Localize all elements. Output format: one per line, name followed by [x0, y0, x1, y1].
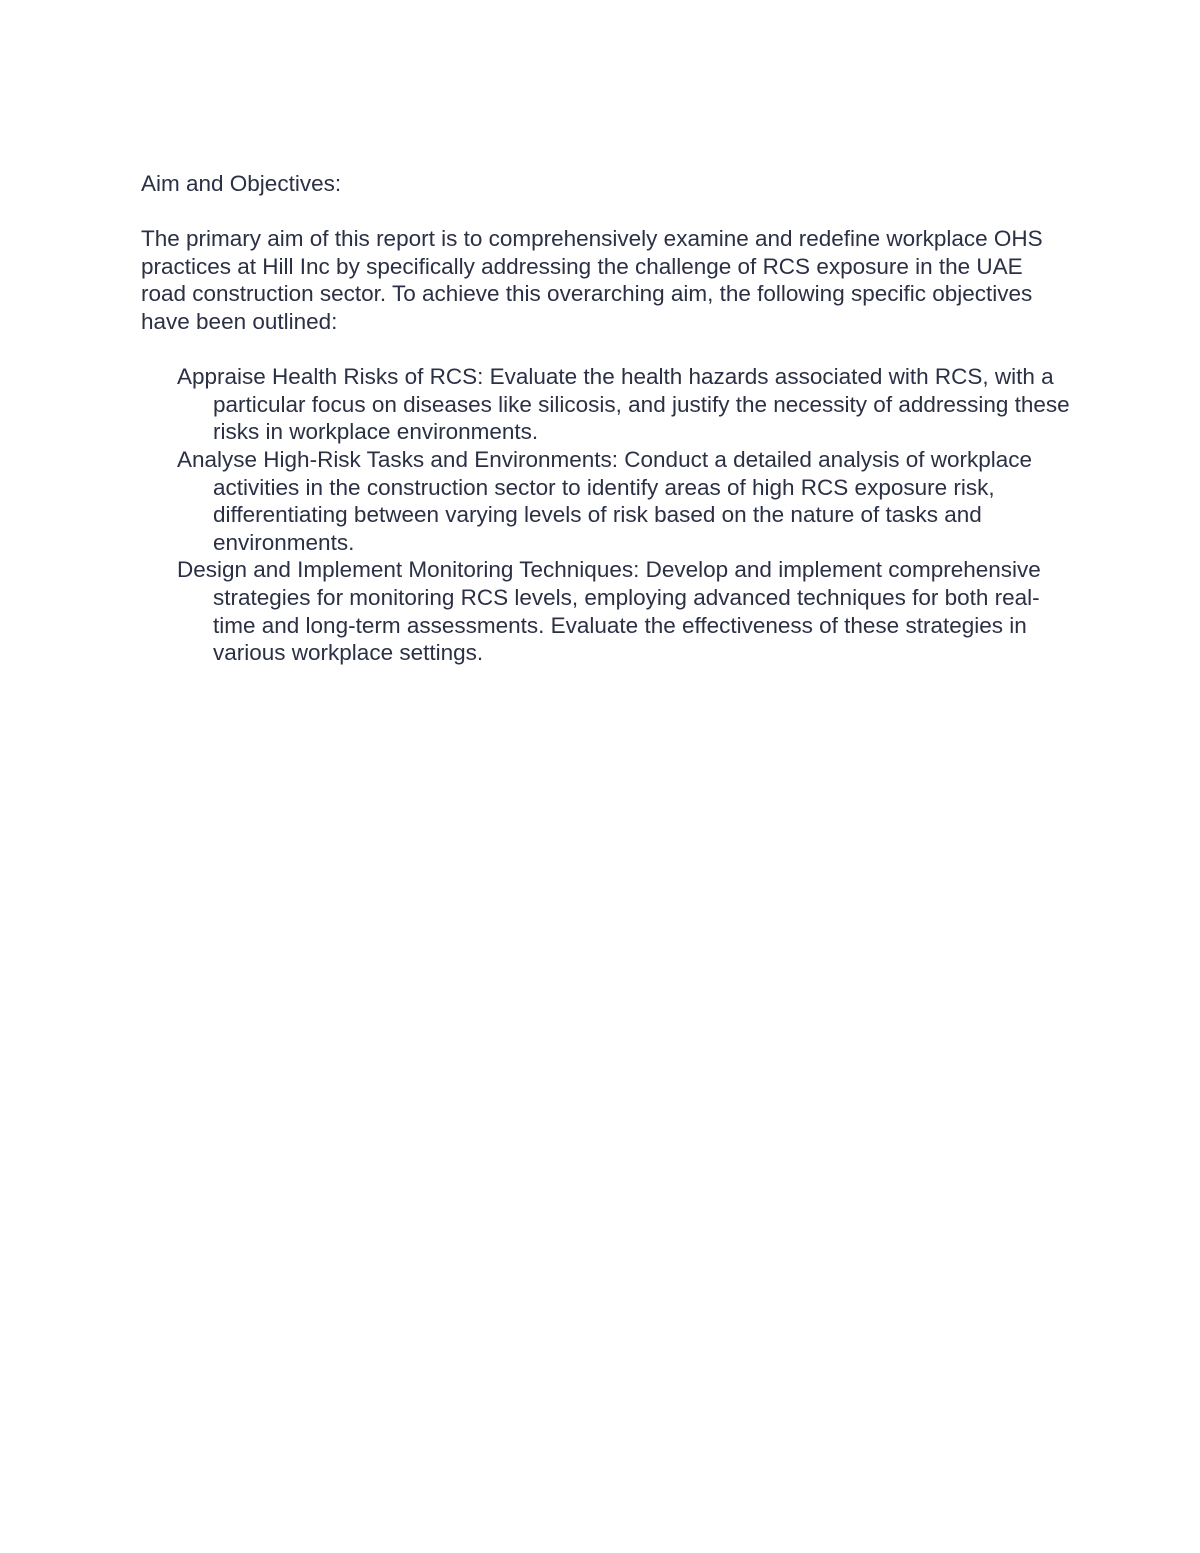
- objectives-list: [141, 363, 1071, 667]
- objective-item: Design and Implement Monitoring Techniques: Develop and implement comprehensive strategies for monitoring RCS levels, employing advanced techniques for both real-time and long-term assessments. Evaluate the effectiveness of these strategies in various workplace settings.: [177, 557, 1041, 666]
- objective-item: Analyse High-Risk Tasks and Environments: Conduct a detailed analysis of workplace activities in the construction sector to identify areas of high RCS exposure risk, differentiating between varying levels of risk based on the nature of tasks and environments.: [177, 446, 1033, 555]
- section-heading: Aim and Objectives:: [141, 171, 342, 196]
- objective-item: Appraise Health Risks of RCS: Evaluate the health hazards associated with RCS, with a particular focus on diseases like silicosis, and justify the necessity of addressing these risks in workplace environments.: [177, 364, 1070, 445]
- intro-paragraph: The primary aim of this report is to comprehensively examine and redefine workplace OHS practices at Hill Inc by specifically addressing the challenge of RCS exposure in the UAE road construction sector. To achieve this overarching aim, the following specific objectives have been outlined:: [141, 226, 1043, 334]
- document-body: [141, 170, 1071, 667]
